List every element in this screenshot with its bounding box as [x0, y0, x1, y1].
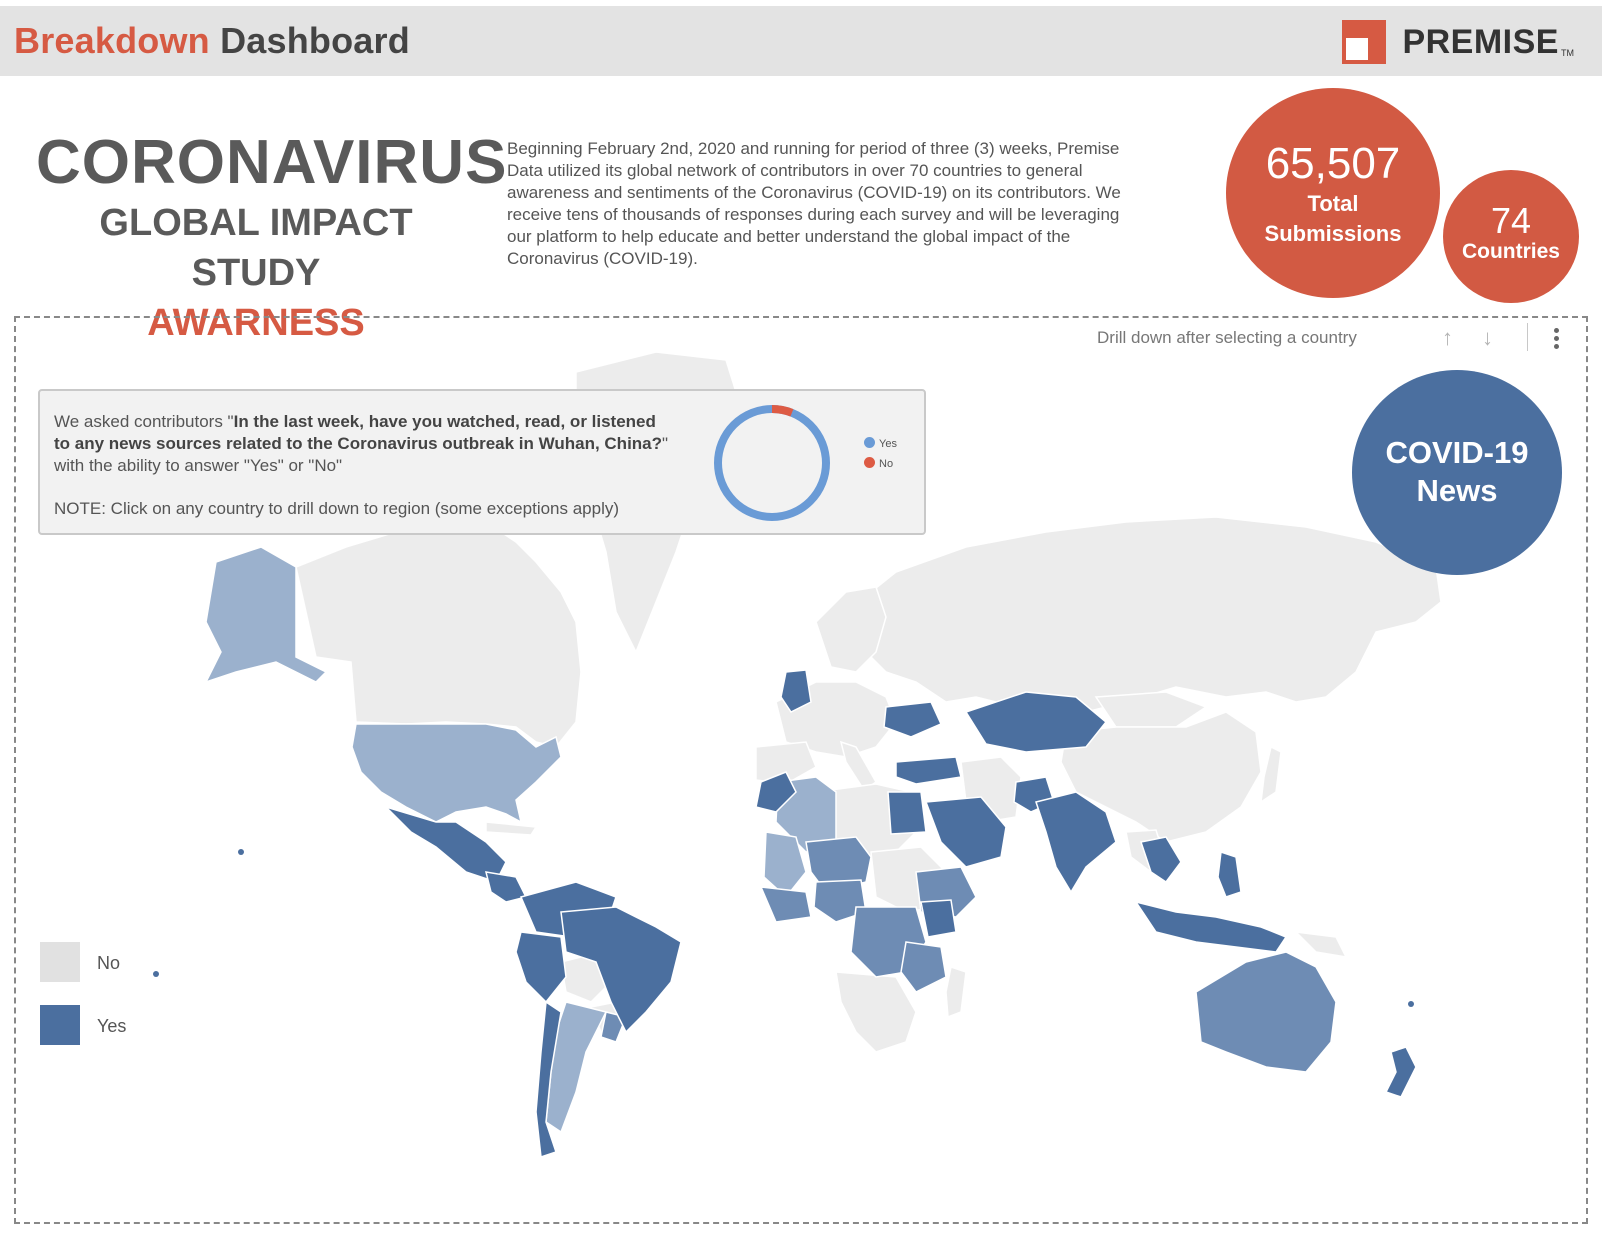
country-japan[interactable]: [1261, 747, 1281, 802]
country-cote-divoire[interactable]: [761, 887, 811, 922]
donut-legend-no: [864, 457, 893, 470]
donut-legend-yes-label: Yes: [879, 438, 897, 450]
total-submissions-bubble: [1226, 88, 1440, 298]
total-submissions-value: 65,507: [1265, 139, 1401, 188]
country-papua-new-guinea[interactable]: [1296, 932, 1346, 957]
arrow-up-icon[interactable]: ↑: [1442, 325, 1453, 350]
page-title-rest: Dashboard: [220, 20, 410, 61]
country-cuba[interactable]: [486, 822, 536, 835]
countries-value: 74: [1490, 200, 1532, 241]
covid-news-line-2: News: [1416, 473, 1498, 508]
country-russia[interactable]: [846, 517, 1441, 712]
country-mongolia[interactable]: [1096, 692, 1206, 727]
question-text: [54, 411, 674, 477]
premise-logo: [1342, 20, 1574, 64]
country-tanzania[interactable]: [901, 942, 946, 992]
map-legend-yes-label: Yes: [97, 1016, 127, 1036]
country-madagascar[interactable]: [946, 967, 966, 1017]
country-kenya[interactable]: [921, 900, 956, 937]
countries-label: Countries: [1461, 240, 1560, 263]
map-legend-yes-swatch: [40, 1005, 80, 1045]
country-philippines[interactable]: [1218, 852, 1241, 897]
arrow-down-icon[interactable]: ↓: [1482, 325, 1493, 350]
question-suffix: " with the ability to answer "Yes" or "No": [54, 434, 669, 475]
country-india[interactable]: [1036, 792, 1116, 892]
country-peru-ecuador[interactable]: [516, 932, 566, 1002]
country-thailand[interactable]: [1141, 837, 1181, 882]
drill-down-hint: Drill down after selecting a country: [1097, 328, 1357, 347]
total-submissions-label-2: Submissions: [1264, 221, 1402, 246]
question-prefix: We asked contributors ": [54, 412, 234, 431]
study-title-block: [36, 128, 508, 348]
country-canada[interactable]: [296, 512, 581, 747]
intro-text: Beginning February 2nd, 2020 and running for period of three (3) weeks, Premise Data utilized its global network of contributors in over 70 countries to general awareness and sentiments of the Coronavirus (COVID-19) on its contributors. We receive tens of thousands of responses during each survey and will be leveraging our platform to help educate and better understand the global impact of the Coronavirus (COVID-19).: [507, 139, 1121, 268]
study-subtitle: GLOBAL IMPACT STUDY: [99, 202, 413, 294]
country-fiji[interactable]: [1408, 1001, 1414, 1007]
country-egypt[interactable]: [888, 792, 926, 834]
premise-logo-trademark: TM: [1561, 48, 1574, 58]
country-new-zealand[interactable]: [1386, 1047, 1416, 1097]
premise-logo-text: PREMISE: [1402, 22, 1559, 61]
country-central-america[interactable]: [486, 872, 526, 902]
study-topic: AWARNESS: [147, 302, 365, 344]
question-box: [38, 389, 926, 535]
premise-logo-icon: [1342, 20, 1386, 64]
study-title: CORONAVIRUS: [36, 128, 508, 197]
header-bar: [0, 6, 1602, 76]
donut-segment-yes[interactable]: [718, 409, 826, 517]
country-turkey[interactable]: [896, 757, 961, 784]
covid-news-bubble: [1352, 370, 1562, 575]
map-legend-no-label: No: [97, 953, 121, 973]
countries-bubble: [1443, 170, 1579, 303]
toolbar-divider: [1527, 323, 1528, 351]
donut-legend-yes: [864, 437, 897, 450]
country-hawaii[interactable]: [238, 849, 244, 855]
awareness-donut-chart[interactable]: [710, 401, 834, 525]
donut-legend-no-swatch: [864, 457, 875, 468]
more-vertical-icon[interactable]: [1554, 328, 1560, 352]
region-southern-africa[interactable]: [836, 972, 916, 1052]
page-title-accent: Breakdown: [14, 20, 210, 61]
donut-legend-yes-swatch: [864, 437, 875, 448]
total-submissions-label-1: Total: [1307, 191, 1359, 216]
country-usa[interactable]: [352, 724, 561, 822]
country-ukraine[interactable]: [884, 702, 941, 737]
page-title: [14, 20, 410, 62]
map-legend-no-swatch: [40, 942, 80, 982]
donut-legend-no-label: No: [879, 458, 894, 470]
question-bold: In the last week, have you watched, read, or listened to any news sources related to the Coronavirus outbreak in Wuhan, China?: [54, 412, 663, 453]
covid-news-line-1: COVID-19: [1385, 435, 1529, 470]
question-note: NOTE: Click on any country to drill down to region (some exceptions apply): [54, 499, 620, 518]
country-indonesia[interactable]: [1136, 902, 1286, 952]
country-samoa[interactable]: [153, 971, 159, 977]
country-mexico[interactable]: [386, 807, 506, 882]
country-australia[interactable]: [1196, 952, 1336, 1072]
